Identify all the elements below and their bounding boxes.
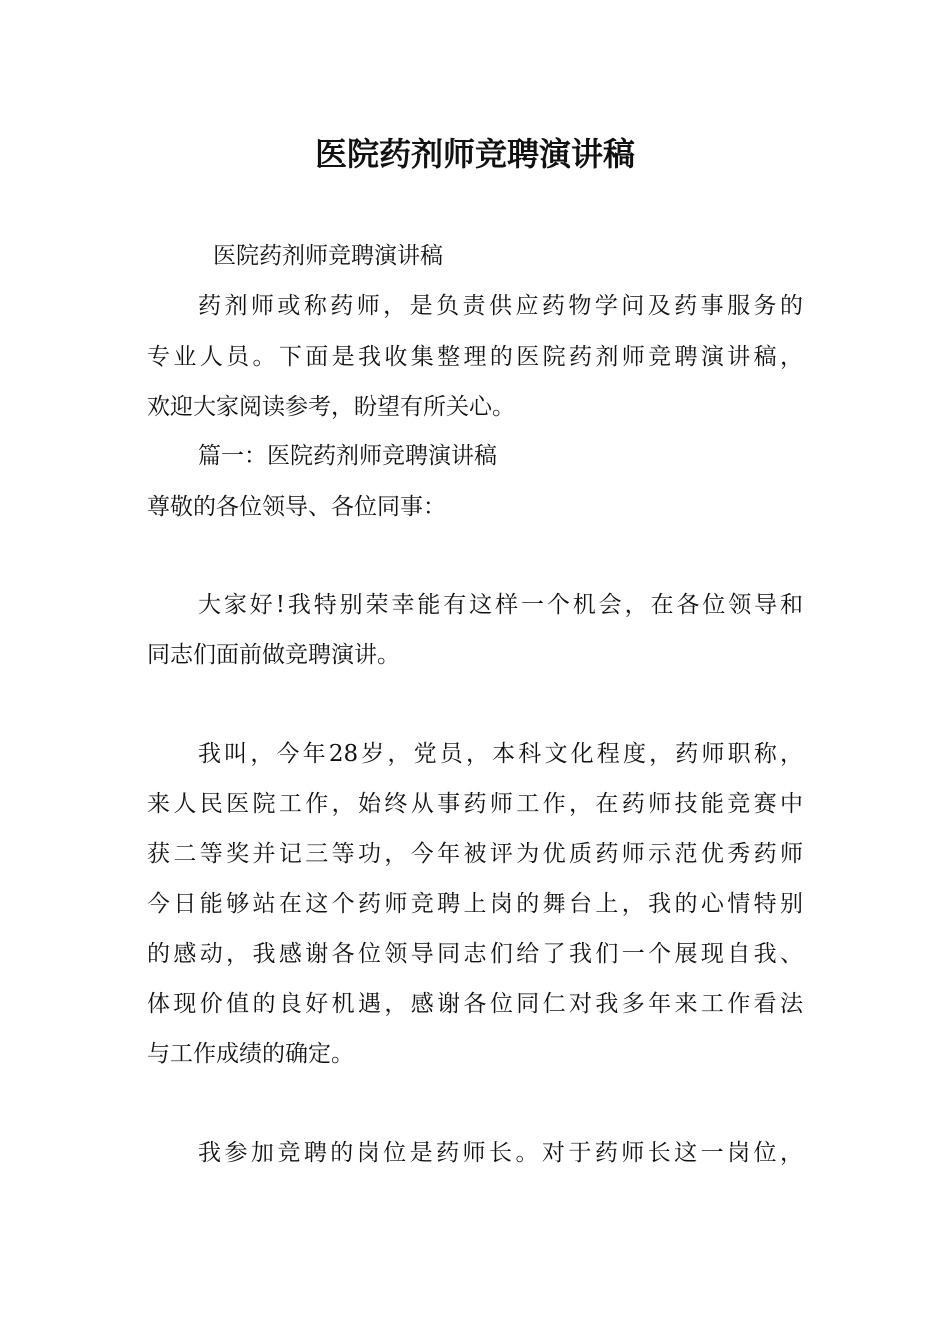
paragraph-line: 我参加竞聘的岗位是药师长。对于药师长这一岗位，	[198, 1140, 803, 1166]
paragraph-line: 的感动，我感谢各位领导同志们给了我们一个展现自我、	[147, 941, 803, 967]
paragraph-line: 药剂师或称药师，是负责供应药物学问及药事服务的	[198, 293, 803, 319]
section-heading: 篇一：医院药剂师竞聘演讲稿	[198, 443, 497, 469]
salutation: 尊敬的各位领导、各位同事：	[147, 494, 446, 520]
paragraph-line: 与工作成绩的确定。	[147, 1041, 354, 1067]
paragraph-line: 来人民医院工作，始终从事药师工作，在药师技能竞赛中	[147, 791, 803, 817]
document-title: 医院药剂师竞聘演讲稿	[314, 135, 635, 173]
paragraph-line: 专业人员。下面是我收集整理的医院药剂师竞聘演讲稿，	[147, 344, 803, 370]
paragraph-line: 欢迎大家阅读参考，盼望有所关心。	[147, 394, 515, 420]
paragraph-line: 今日能够站在这个药师竞聘上岗的舞台上，我的心情特别	[147, 891, 803, 917]
paragraph-line: 大家好!我特别荣幸能有这样一个机会，在各位领导和	[198, 592, 803, 618]
subtitle-line: 医院药剂师竞聘演讲稿	[213, 243, 443, 269]
paragraph-line: 同志们面前做竞聘演讲。	[147, 642, 400, 668]
paragraph-line: 我叫，今年28岁，党员，本科文化程度，药师职称，	[198, 741, 803, 767]
paragraph-line: 获二等奖并记三等功，今年被评为优质药师示范优秀药师	[147, 841, 803, 867]
paragraph-line: 体现价值的良好机遇，感谢各位同仁对我多年来工作看法	[147, 991, 803, 1017]
